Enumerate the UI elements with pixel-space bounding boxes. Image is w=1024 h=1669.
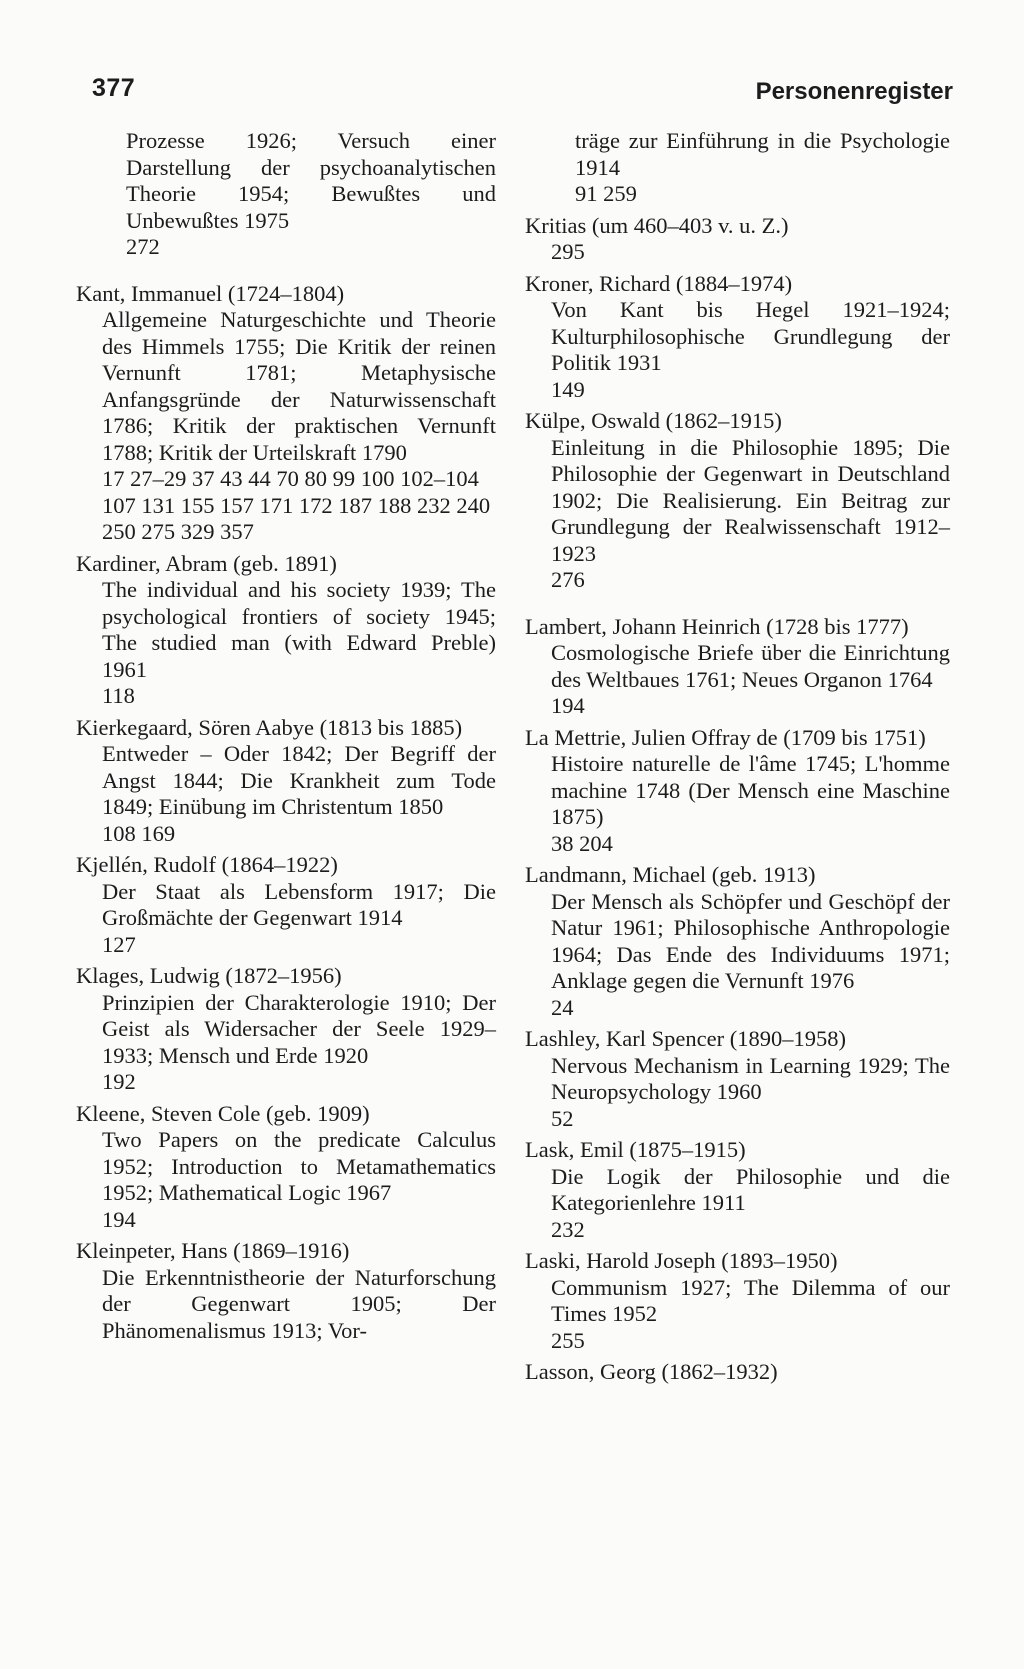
entry-titles: Communism 1927; The Dilemma of our Times 1952: [551, 1274, 950, 1326]
running-head: Personenregister: [755, 78, 953, 105]
index-entry-kierkegaard: [76, 715, 496, 848]
index-entry-kroner: [525, 271, 950, 404]
entry-titles: Prinzipien der Charakterologie 1910; Der Geist als Widersacher der Seele 1929–1933; Mensch und Erde 1920: [102, 989, 496, 1068]
index-entry-kardiner: [76, 551, 496, 710]
entry-titles: Cosmologische Briefe über die Einrichtung des Weltbaues 1761; Neues Organon 1764: [551, 640, 950, 692]
entry-head: Kant, Immanuel (1724–1804): [76, 280, 345, 306]
index-entry-landmann: [525, 862, 950, 1021]
entry-pages: 272: [126, 234, 160, 259]
right-column: [525, 128, 950, 1391]
entry-pages: 38 204: [551, 830, 613, 856]
entry-pages: 149: [551, 376, 585, 402]
entry-head: Kleinpeter, Hans (1869–1916): [76, 1238, 350, 1263]
entry-head: Kritias (um 460–403 v. u. Z.): [525, 212, 789, 238]
entry-pages: 194: [551, 693, 585, 718]
entry-head: Lashley, Karl Spencer (1890–1958): [525, 1026, 846, 1051]
entry-head: Lask, Emil (1875–1915): [525, 1137, 746, 1162]
index-entry-lasson: [525, 1359, 950, 1386]
index-entry-kjellen: [76, 852, 496, 958]
entry-titles: Histoire naturelle de l'âme 1745; L'homme machine 1748 (Der Mensch eine Maschine 1875): [551, 751, 950, 829]
index-entry-laski: [525, 1248, 950, 1354]
entry-pages: 295: [551, 239, 585, 264]
index-entry-lashley: [525, 1026, 950, 1132]
index-entry-kritias: [525, 213, 950, 266]
entry-titles: Prozesse 1926; Versuch einer Darstellung der psychoanalytischen Theorie 1954; Bewußtes und Unbewußtes 1975: [126, 128, 496, 233]
entry-pages: 255: [551, 1327, 585, 1353]
entry-titles: Die Logik der Philosophie und die Kategorienlehre 1911: [551, 1163, 950, 1215]
entry-pages: 127: [102, 931, 136, 957]
entry-pages: 232: [551, 1216, 585, 1242]
entry-head: Kroner, Richard (1884–1974): [525, 270, 793, 296]
entry-head: Külpe, Oswald (1862–1915): [525, 408, 782, 433]
continuation-entry: [525, 128, 950, 208]
entry-head: Kjellén, Rudolf (1864–1922): [76, 852, 338, 877]
entry-titles: Einleitung in die Philosophie 1895; Die Philosophie der Gegenwart in Deutschland 1902; Die Realisierung. Ein Beitrag zur Grundlegung der Realwissenschaft 1912–1923: [551, 434, 950, 566]
entry-head: Kardiner, Abram (geb. 1891): [76, 550, 337, 576]
index-entry-kant: [76, 281, 496, 546]
entry-pages: 17 27–29 37 43 44 70 80 99 100 102–104 107 131 155 157 171 172 187 188 232 240 250 275 329 357: [102, 466, 491, 544]
entry-titles: Nervous Mechanism in Learning 1929; The Neuropsychology 1960: [551, 1052, 950, 1104]
entry-pages: 108 169: [102, 820, 176, 846]
entry-head: Lasson, Georg (1862–1932): [525, 1359, 778, 1384]
left-column: [76, 128, 496, 1349]
entry-titles: Der Staat als Lebensform 1917; Die Großmächte der Gegenwart 1914: [102, 878, 496, 930]
entry-head: Klages, Ludwig (1872–1956): [76, 963, 342, 988]
entry-titles: Von Kant bis Hegel 1921–1924; Kulturphilosophische Grundlegung der Politik 1931: [551, 297, 950, 375]
index-entry-klages: [76, 963, 496, 1096]
entry-titles: träge zur Einführung in die Psychologie 1914: [575, 128, 950, 180]
entry-pages: 194: [102, 1206, 136, 1232]
entry-titles: Der Mensch als Schöpfer und Geschöpf der Natur 1961; Philosophische Anthropologie 1964; Das Ende des Individuums 1971; Anklage gegen die Vernunft 1976: [551, 888, 950, 993]
entry-titles: Die Erkenntnistheorie der Naturforschung der Gegenwart 1905; Der Phänomenalismus 1913; Vor-: [102, 1264, 496, 1343]
entry-pages: 24: [551, 994, 574, 1020]
entry-head: Kierkegaard, Sören Aabye (1813 bis 1885): [76, 714, 463, 740]
entry-head: Landmann, Michael (geb. 1913): [525, 862, 816, 887]
entry-titles: Entweder – Oder 1842; Der Begriff der Angst 1844; Die Krankheit zum Tode 1849; Einübung im Christentum 1850: [102, 741, 496, 819]
index-entry-kleene: [76, 1101, 496, 1234]
entry-pages: 52: [551, 1105, 574, 1131]
index-entry-kleinpeter: [76, 1238, 496, 1344]
entry-titles: The individual and his society 1939; The psychological frontiers of society 1945; The studied man (with Edward Preble) 1961: [102, 577, 496, 682]
entry-pages: 118: [102, 683, 135, 708]
index-entry-lask: [525, 1137, 950, 1243]
entry-pages: 276: [551, 567, 585, 592]
page-number: 377: [92, 74, 136, 102]
index-entry-lambert: [525, 614, 950, 720]
entry-head: Kleene, Steven Cole (geb. 1909): [76, 1100, 370, 1126]
entry-titles: Allgemeine Naturgeschichte und Theorie des Himmels 1755; Die Kritik der reinen Vernunft 1781; Metaphysische Anfangsgründe der Naturwissenschaft 1786; Kritik der praktischen Vernunft 1788; Kritik der Urteilskraft 1790: [102, 307, 496, 465]
entry-head: Lambert, Johann Heinrich (1728 bis 1777): [525, 613, 909, 639]
index-entry-kuelpe: [525, 408, 950, 594]
entry-pages: 192: [102, 1069, 136, 1094]
entry-titles: Two Papers on the predicate Calculus 1952; Introduction to Metamathematics 1952; Mathematical Logic 1967: [102, 1127, 496, 1205]
entry-head: La Mettrie, Julien Offray de (1709 bis 1751): [525, 724, 926, 750]
index-entry-la-mettrie: [525, 725, 950, 858]
entry-head: Laski, Harold Joseph (1893–1950): [525, 1248, 838, 1273]
continuation-entry: [76, 128, 496, 261]
entry-pages: 91 259: [575, 181, 637, 206]
